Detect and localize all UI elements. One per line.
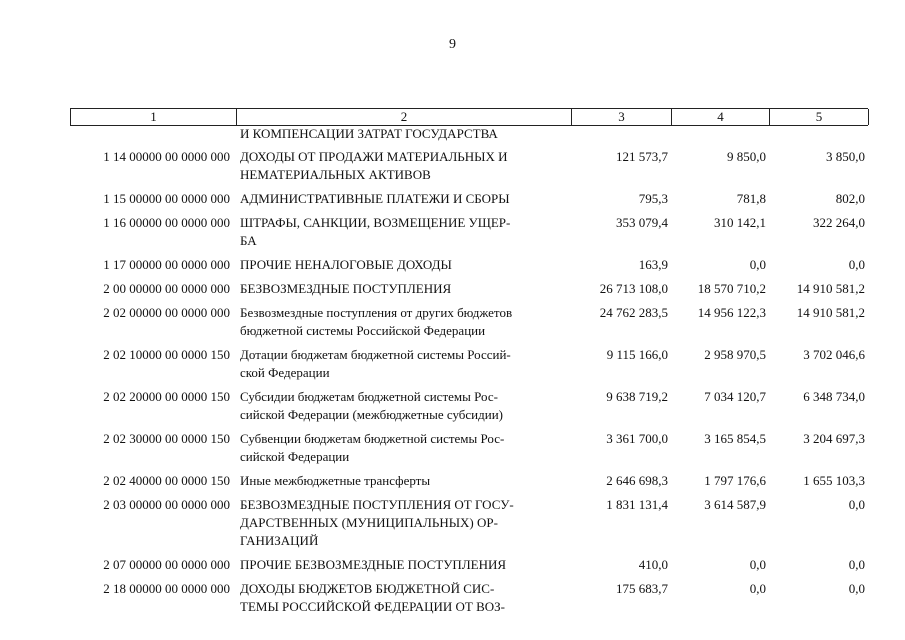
continued-row-text: И КОМПЕНСАЦИИ ЗАТРАТ ГОСУДАРСТВА <box>240 126 498 141</box>
header-col-5: 5 <box>770 109 869 125</box>
row-name-line: бюджетной системы Российской Федерации <box>240 323 486 338</box>
row-value-col-3: 410,0 <box>638 557 668 572</box>
row-name <box>236 430 571 466</box>
row-value-col-5: 322 264,0 <box>813 215 865 230</box>
row-value-col-3: 121 573,7 <box>616 149 668 164</box>
row-name <box>236 148 571 184</box>
row-name-line: ДОХОДЫ БЮДЖЕТОВ БЮДЖЕТНОЙ СИС- <box>240 581 495 596</box>
row-code: 2 02 40000 00 0000 150 <box>103 473 230 488</box>
row-name <box>236 580 571 616</box>
row-value-col-5: 3 850,0 <box>826 149 865 164</box>
row-value-col-5: 802,0 <box>835 191 865 206</box>
table-row <box>70 304 868 340</box>
row-code: 1 16 00000 00 0000 000 <box>103 215 230 230</box>
row-value-col-5: 14 910 581,2 <box>796 281 865 296</box>
row-name-line: Субвенции бюджетам бюджетной системы Рос- <box>240 431 505 446</box>
table-row <box>70 496 868 550</box>
header-col-3: 3 <box>572 109 672 125</box>
income-table <box>70 108 868 616</box>
header-col-2: 2 <box>237 109 572 125</box>
row-value-col-4: 781,8 <box>736 191 766 206</box>
row-name-line: АДМИНИСТРАТИВНЫЕ ПЛАТЕЖИ И СБОРЫ <box>240 191 510 206</box>
row-value-col-5: 0,0 <box>848 557 865 572</box>
row-code: 1 14 00000 00 0000 000 <box>103 149 230 164</box>
row-value-col-4: 0,0 <box>749 557 766 572</box>
row-name <box>236 556 571 574</box>
row-value-col-4: 18 570 710,2 <box>697 281 766 296</box>
row-name-line: ПРОЧИЕ БЕЗВОЗМЕЗДНЫЕ ПОСТУПЛЕНИЯ <box>240 557 507 572</box>
table-row <box>70 190 868 208</box>
table-row <box>70 280 868 298</box>
row-name <box>236 304 571 340</box>
table-row <box>70 556 868 574</box>
row-name-line: БЕЗВОЗМЕЗДНЫЕ ПОСТУПЛЕНИЯ ОТ ГОСУ- <box>240 497 514 512</box>
row-name-line: сийской Федерации (межбюджетные субсидии) <box>240 407 503 422</box>
row-value-col-4: 0,0 <box>749 581 766 596</box>
row-name <box>236 256 571 274</box>
row-code: 2 02 00000 00 0000 000 <box>103 305 230 320</box>
table-row <box>70 346 868 382</box>
row-name-line: Безвозмездные поступления от других бюджетов <box>240 305 513 320</box>
row-name <box>236 280 571 298</box>
row-value-col-4: 14 956 122,3 <box>697 305 766 320</box>
table-row <box>70 214 868 250</box>
table-row <box>70 388 868 424</box>
row-value-col-3: 2 646 698,3 <box>606 473 668 488</box>
row-value-col-3: 9 638 719,2 <box>606 389 668 404</box>
row-name-line: ДАРСТВЕННЫХ (МУНИЦИПАЛЬНЫХ) ОР- <box>240 515 498 530</box>
row-value-col-4: 1 797 176,6 <box>704 473 766 488</box>
row-name-line: ской Федерации <box>240 365 330 380</box>
row-name-line: БЕЗВОЗМЕЗДНЫЕ ПОСТУПЛЕНИЯ <box>240 281 452 296</box>
row-name-line: Иные межбюджетные трансферты <box>240 473 431 488</box>
row-value-col-5: 0,0 <box>848 257 865 272</box>
row-value-col-5: 6 348 734,0 <box>803 389 865 404</box>
row-value-col-3: 26 713 108,0 <box>599 281 668 296</box>
table-row <box>70 148 868 184</box>
row-value-col-3: 1 831 131,4 <box>606 497 668 512</box>
row-name-line: ШТРАФЫ, САНКЦИИ, ВОЗМЕЩЕНИЕ УЩЕР- <box>240 215 511 230</box>
row-value-col-4: 9 850,0 <box>727 149 766 164</box>
row-code: 1 17 00000 00 0000 000 <box>103 257 230 272</box>
table-row <box>70 580 868 616</box>
row-name-line: ДОХОДЫ ОТ ПРОДАЖИ МАТЕРИАЛЬНЫХ И <box>240 149 508 164</box>
row-name-line: БА <box>240 233 257 248</box>
table-body <box>70 148 868 616</box>
row-name <box>236 346 571 382</box>
row-value-col-3: 3 361 700,0 <box>606 431 668 446</box>
row-code: 2 00 00000 00 0000 000 <box>103 281 230 296</box>
row-value-col-5: 1 655 103,3 <box>803 473 865 488</box>
row-code: 2 18 00000 00 0000 000 <box>103 581 230 596</box>
row-value-col-3: 175 683,7 <box>616 581 668 596</box>
row-code: 2 02 20000 00 0000 150 <box>103 389 230 404</box>
row-value-col-3: 353 079,4 <box>616 215 668 230</box>
row-value-col-4: 2 958 970,5 <box>704 347 766 362</box>
header-col-1: 1 <box>71 109 237 125</box>
row-name <box>236 388 571 424</box>
row-code: 2 07 00000 00 0000 000 <box>103 557 230 572</box>
row-value-col-5: 14 910 581,2 <box>796 305 865 320</box>
row-value-col-5: 3 204 697,3 <box>803 431 865 446</box>
row-name <box>236 496 571 550</box>
row-name-line: ПРОЧИЕ НЕНАЛОГОВЫЕ ДОХОДЫ <box>240 257 452 272</box>
table-row <box>70 256 868 274</box>
row-code: 1 15 00000 00 0000 000 <box>103 191 230 206</box>
header-col-4: 4 <box>672 109 770 125</box>
row-name <box>236 214 571 250</box>
row-value-col-3: 24 762 283,5 <box>599 305 668 320</box>
row-value-col-4: 3 165 854,5 <box>704 431 766 446</box>
table-row <box>70 472 868 490</box>
row-name-line: ГАНИЗАЦИЙ <box>240 533 319 548</box>
row-name <box>236 190 571 208</box>
row-value-col-3: 9 115 166,0 <box>606 347 668 362</box>
row-value-col-4: 310 142,1 <box>714 215 766 230</box>
row-value-col-4: 0,0 <box>749 257 766 272</box>
row-name-line: сийской Федерации <box>240 449 350 464</box>
row-name <box>236 472 571 490</box>
row-value-col-4: 3 614 587,9 <box>704 497 766 512</box>
row-value-col-4: 7 034 120,7 <box>704 389 766 404</box>
row-name-line: НЕМАТЕРИАЛЬНЫХ АКТИВОВ <box>240 167 431 182</box>
row-value-col-5: 0,0 <box>848 497 865 512</box>
row-name-line: Дотации бюджетам бюджетной системы Россий- <box>240 347 511 362</box>
row-value-col-3: 163,9 <box>638 257 668 272</box>
row-value-col-5: 0,0 <box>848 581 865 596</box>
table-header-row <box>70 108 868 126</box>
row-name-line: ТЕМЫ РОССИЙСКОЙ ФЕДЕРАЦИИ ОТ ВОЗ- <box>240 599 505 614</box>
row-value-col-5: 3 702 046,6 <box>803 347 865 362</box>
row-code: 2 02 10000 00 0000 150 <box>103 347 230 362</box>
row-code: 2 03 00000 00 0000 000 <box>103 497 230 512</box>
row-code: 2 02 30000 00 0000 150 <box>103 431 230 446</box>
page-number: 9 <box>449 37 456 52</box>
row-name-line: Субсидии бюджетам бюджетной системы Рос- <box>240 389 498 404</box>
row-value-col-3: 795,3 <box>638 191 668 206</box>
table-row <box>70 430 868 466</box>
